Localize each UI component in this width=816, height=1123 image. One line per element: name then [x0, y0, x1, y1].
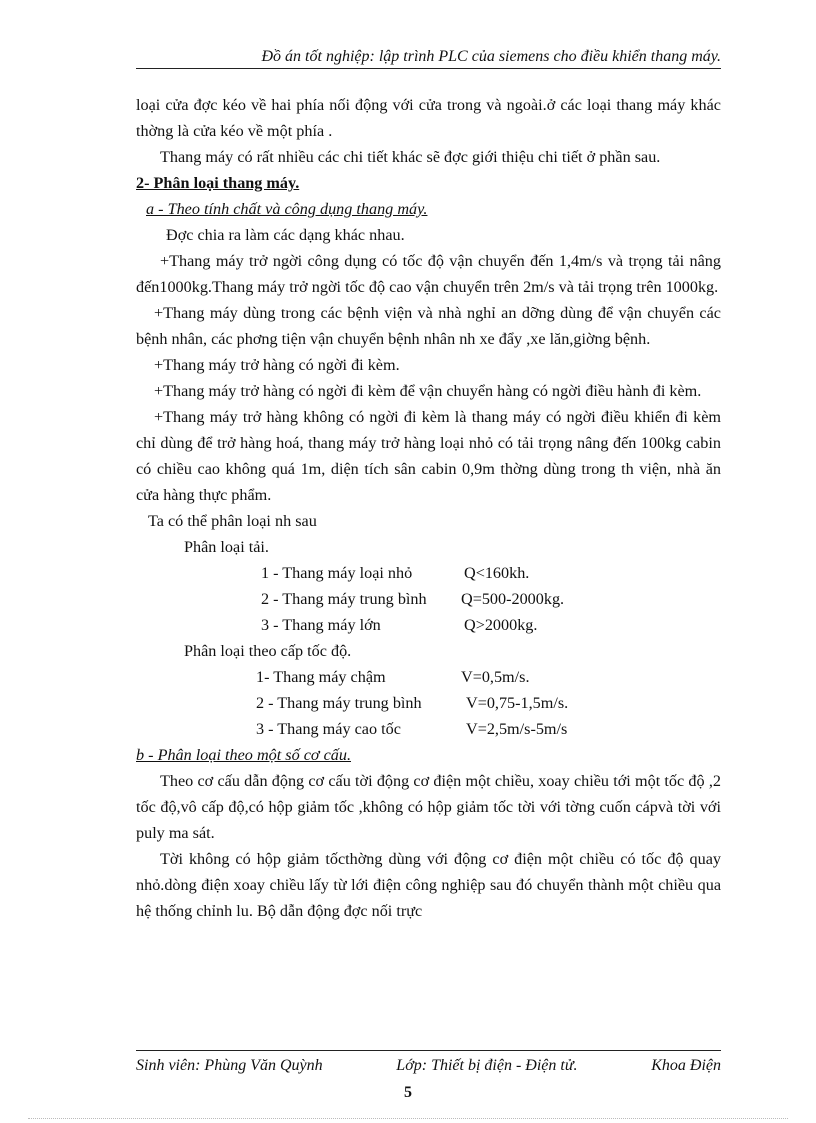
speed-item-row	[136, 690, 721, 716]
page-number: 5	[404, 1084, 412, 1101]
paragraph-1: loại cửa đợc kéo về hai phía nối động với cửa trong và ngoài.ở các loại thang máy khác thờng là cửa kéo về một phía .	[136, 96, 721, 140]
paragraph-11: Tời không có hộp giảm tốcthờng dùng với động cơ điện một chiều có tốc độ quay nhỏ.dòng điện xoay chiều lấy từ lới điện công nghiệp sau đó chuyển thành một chiều qua hệ thống chỉnh lu. Bộ dẫn động đợc nối trực	[136, 850, 721, 920]
speed-item-name: 3 - Thang máy cao tốc	[256, 720, 401, 738]
speed-item-value: V=2,5m/s-5m/s	[466, 720, 568, 738]
load-heading: Phân loại tải.	[184, 538, 269, 556]
paragraph-9: Ta có thể phân loại nh sau	[148, 512, 317, 530]
document-body	[136, 92, 721, 924]
load-item-name: 2 - Thang máy trung bình	[261, 590, 427, 608]
footer-class: Lớp: Thiết bị điện - Điện tử.	[396, 1057, 578, 1074]
section-title: 2- Phân loại thang máy.	[136, 174, 300, 192]
load-item-value: Q<160kh.	[464, 564, 530, 582]
paragraph-5: +Thang máy dùng trong các bệnh viện và nhà nghỉ an dỡng dùng để vận chuyển các bệnh nhân, các phơng tiện vận chuyển bệnh nhân nh xe đẩy ,xe lăn,giờng bệnh.	[136, 304, 721, 348]
page-header: Đồ án tốt nghiệp: lập trình PLC của siemens cho điều khiển thang máy.	[136, 48, 721, 69]
load-item-value: Q>2000kg.	[464, 616, 538, 634]
subsection-b-title: b - Phân loại theo một số cơ cấu.	[136, 746, 351, 764]
paragraph-10: Theo cơ cấu dẫn động cơ cấu tời động cơ điện một chiều, xoay chiều tới một tốc độ ,2 tốc độ,vô cấp độ,có hộp giảm tốc ,không có hộp giảm tốc tời với tờng cuốn cápvà tời với puly ma sát.	[136, 772, 721, 842]
footer-student: Sinh viên: Phùng Văn Quỳnh	[136, 1057, 323, 1074]
speed-heading: Phân loại theo cấp tốc độ.	[184, 642, 352, 660]
paragraph-2: Thang máy có rất nhiều các chi tiết khác sẽ đợc giới thiệu chi tiết ở phần sau.	[160, 148, 661, 166]
speed-item-value: V=0,75-1,5m/s.	[466, 694, 569, 712]
load-item-row	[136, 586, 721, 612]
speed-item-name: 2 - Thang máy trung bình	[256, 694, 422, 712]
speed-item-value: V=0,5m/s.	[461, 668, 530, 686]
speed-item-row	[136, 664, 721, 690]
paragraph-7: +Thang máy trở hàng có ngời đi kèm để vận chuyển hàng có ngời điều hành đi kèm.	[154, 382, 702, 400]
speed-heading-row	[136, 638, 721, 664]
paragraph-3: Đợc chia ra làm các dạng khác nhau.	[166, 226, 405, 244]
footer-faculty: Khoa Điện	[651, 1057, 721, 1074]
page-footer	[136, 1050, 721, 1075]
paragraph-8: +Thang máy trở hàng không có ngời đi kèm là thang máy có ngời điều khiển đi kèm chỉ dùng để trở hàng hoá, thang máy trở hàng loại nhỏ có tải trọng nâng đến 100kg cabin có chiều cao không quá 1m, diện tích sân cabin 0,9m thờng dùng trong th viện, nhà ăn cửa hàng thực phẩm.	[136, 408, 721, 504]
load-item-name: 1 - Thang máy loại nhỏ	[261, 564, 413, 582]
speed-item-row	[136, 716, 721, 742]
subsection-a-title: a - Theo tính chất và công dụng thang máy.	[146, 200, 428, 218]
paragraph-6: +Thang máy trở hàng có ngời đi kèm.	[154, 356, 400, 374]
bottom-divider	[28, 1118, 788, 1119]
load-item-row	[136, 560, 721, 586]
speed-item-name: 1- Thang máy chậm	[256, 668, 386, 686]
load-item-name: 3 - Thang máy lớn	[261, 616, 381, 634]
paragraph-4: +Thang máy trở ngời công dụng có tốc độ vận chuyển đến 1,4m/s và trọng tải nâng đến1000kg.Thang máy trở ngời tốc độ cao vận chuyển trên 2m/s và tải trọng trên 1000kg.	[136, 252, 721, 296]
load-heading-row	[136, 534, 721, 560]
load-item-row	[136, 612, 721, 638]
load-item-value: Q=500-2000kg.	[461, 590, 565, 608]
